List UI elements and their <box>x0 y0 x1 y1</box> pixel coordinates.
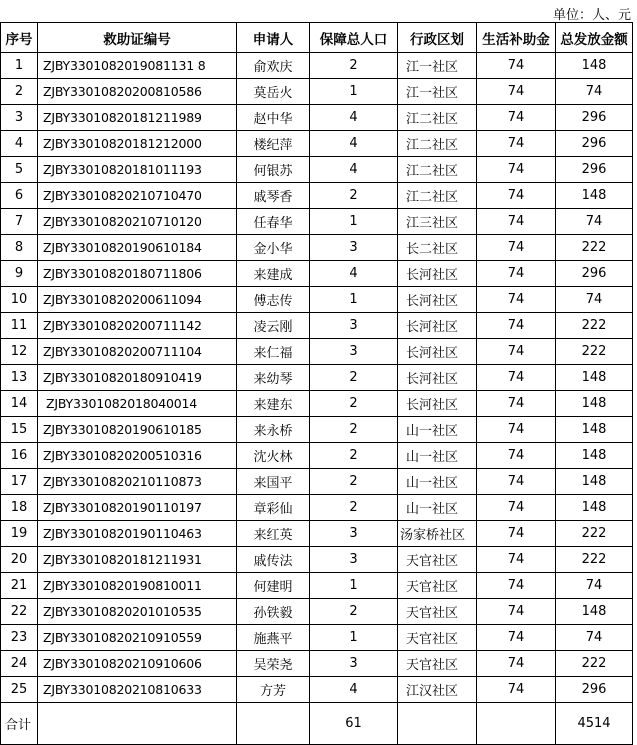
header-applicant: 申请人 <box>237 23 310 53</box>
cert-number: ZJBY33010820200810586 <box>38 79 237 105</box>
population: 3 <box>310 547 398 573</box>
district: 山一社区 <box>398 495 477 521</box>
applicant-name: 俞欢庆 <box>237 53 310 79</box>
total-amount: 74 <box>556 209 633 235</box>
population: 1 <box>310 625 398 651</box>
row-index: 9 <box>1 261 38 287</box>
subsidy: 74 <box>477 391 556 417</box>
subsidy: 74 <box>477 313 556 339</box>
total-amount: 222 <box>556 521 633 547</box>
cert-number: ZJBY33010820180910419 <box>38 365 237 391</box>
table-body <box>1 53 633 703</box>
applicant-name: 戚传法 <box>237 547 310 573</box>
total-amount: 74 <box>556 573 633 599</box>
applicant-name: 孙铁毅 <box>237 599 310 625</box>
total-amount: 148 <box>556 183 633 209</box>
table-row <box>1 417 633 443</box>
subsidy: 74 <box>477 547 556 573</box>
applicant-name: 方芳 <box>237 677 310 703</box>
table-row <box>1 131 633 157</box>
table-row <box>1 79 633 105</box>
applicant-name: 施燕平 <box>237 625 310 651</box>
subsidy: 74 <box>477 417 556 443</box>
district: 江一社区 <box>398 79 477 105</box>
row-index: 21 <box>1 573 38 599</box>
population: 2 <box>310 365 398 391</box>
applicant-name: 任春华 <box>237 209 310 235</box>
district: 长河社区 <box>398 339 477 365</box>
subsidy: 74 <box>477 53 556 79</box>
population: 2 <box>310 183 398 209</box>
cert-number: ZJBY33010820190810011 <box>38 573 237 599</box>
table-row <box>1 339 633 365</box>
district: 山一社区 <box>398 443 477 469</box>
cert-number: ZJBY33010820190610185 <box>38 417 237 443</box>
district: 长二社区 <box>398 235 477 261</box>
cert-number: ZJBY33010820181211989 <box>38 105 237 131</box>
population: 2 <box>310 469 398 495</box>
table-row <box>1 625 633 651</box>
table-row <box>1 105 633 131</box>
district: 长河社区 <box>398 365 477 391</box>
total-empty-cell <box>237 703 310 745</box>
district: 江二社区 <box>398 157 477 183</box>
total-amount: 148 <box>556 599 633 625</box>
applicant-name: 来国平 <box>237 469 310 495</box>
row-index: 3 <box>1 105 38 131</box>
table-row <box>1 313 633 339</box>
total-amount: 296 <box>556 157 633 183</box>
row-index: 6 <box>1 183 38 209</box>
applicant-name: 楼纪萍 <box>237 131 310 157</box>
district: 长河社区 <box>398 313 477 339</box>
district: 长河社区 <box>398 391 477 417</box>
population: 4 <box>310 261 398 287</box>
district: 天官社区 <box>398 547 477 573</box>
subsidy: 74 <box>477 469 556 495</box>
table-row <box>1 235 633 261</box>
table-row <box>1 651 633 677</box>
row-index: 4 <box>1 131 38 157</box>
table-row <box>1 677 633 703</box>
table-row <box>1 547 633 573</box>
row-index: 23 <box>1 625 38 651</box>
cert-number: ZJBY33010820210710120 <box>38 209 237 235</box>
population: 1 <box>310 209 398 235</box>
cert-number: ZJBY33010820210710470 <box>38 183 237 209</box>
population: 2 <box>310 53 398 79</box>
total-amount: 148 <box>556 53 633 79</box>
cert-number: ZJBY3301082019081131 8 <box>38 53 237 79</box>
population: 1 <box>310 573 398 599</box>
row-index: 11 <box>1 313 38 339</box>
applicant-name: 来红英 <box>237 521 310 547</box>
row-index: 18 <box>1 495 38 521</box>
table-row <box>1 599 633 625</box>
cert-number: ZJBY33010820181211931 <box>38 547 237 573</box>
total-amount: 148 <box>556 391 633 417</box>
applicant-name: 金小华 <box>237 235 310 261</box>
table-row <box>1 391 633 417</box>
population: 3 <box>310 339 398 365</box>
district: 江一社区 <box>398 53 477 79</box>
district: 天官社区 <box>398 651 477 677</box>
applicant-name: 来永桥 <box>237 417 310 443</box>
unit-label: 单位：人、元 <box>552 8 631 23</box>
cert-number: ZJBY33010820181011193 <box>38 157 237 183</box>
total-amount: 148 <box>556 365 633 391</box>
applicant-name: 凌云刚 <box>237 313 310 339</box>
cert-number: ZJBY33010820190110197 <box>38 495 237 521</box>
total-row <box>1 703 633 745</box>
subsidy: 74 <box>477 209 556 235</box>
cert-number: ZJBY3301082018040014 <box>38 391 237 417</box>
applicant-name: 沈火林 <box>237 443 310 469</box>
population: 2 <box>310 495 398 521</box>
total-amount: 148 <box>556 495 633 521</box>
relief-table <box>0 22 633 745</box>
row-index: 22 <box>1 599 38 625</box>
applicant-name: 来建东 <box>237 391 310 417</box>
cert-number: ZJBY33010820200711104 <box>38 339 237 365</box>
subsidy: 74 <box>477 651 556 677</box>
applicant-name: 莫岳火 <box>237 79 310 105</box>
cert-number: ZJBY33010820181212000 <box>38 131 237 157</box>
subsidy: 74 <box>477 495 556 521</box>
table-row <box>1 209 633 235</box>
row-index: 7 <box>1 209 38 235</box>
district: 长河社区 <box>398 261 477 287</box>
cert-number: ZJBY33010820180711806 <box>38 261 237 287</box>
district: 山一社区 <box>398 469 477 495</box>
subsidy: 74 <box>477 157 556 183</box>
subsidy: 74 <box>477 235 556 261</box>
cert-number: ZJBY33010820210910606 <box>38 651 237 677</box>
cert-number: ZJBY33010820210110873 <box>38 469 237 495</box>
population: 4 <box>310 677 398 703</box>
total-empty-cell <box>38 703 237 745</box>
population: 4 <box>310 105 398 131</box>
subsidy: 74 <box>477 183 556 209</box>
table-row <box>1 53 633 79</box>
table-row <box>1 157 633 183</box>
subsidy: 74 <box>477 105 556 131</box>
applicant-name: 赵中华 <box>237 105 310 131</box>
applicant-name: 章彩仙 <box>237 495 310 521</box>
cert-number: ZJBY33010820200711142 <box>38 313 237 339</box>
cert-number: ZJBY33010820201010535 <box>38 599 237 625</box>
total-amount: 74 <box>556 79 633 105</box>
district: 长河社区 <box>398 287 477 313</box>
table-row <box>1 495 633 521</box>
header-subsidy: 生活补助金 <box>477 23 556 53</box>
header-district: 行政区划 <box>398 23 477 53</box>
population: 3 <box>310 651 398 677</box>
subsidy: 74 <box>477 131 556 157</box>
subsidy: 74 <box>477 573 556 599</box>
applicant-name: 吴荣尧 <box>237 651 310 677</box>
row-index: 24 <box>1 651 38 677</box>
row-index: 17 <box>1 469 38 495</box>
header-index: 序号 <box>1 23 38 53</box>
cert-number: ZJBY33010820210810633 <box>38 677 237 703</box>
row-index: 25 <box>1 677 38 703</box>
row-index: 8 <box>1 235 38 261</box>
total-amount: 148 <box>556 417 633 443</box>
total-label: 合计 <box>1 703 38 745</box>
row-index: 19 <box>1 521 38 547</box>
header-cert-no: 救助证编号 <box>38 23 237 53</box>
total-amount: 222 <box>556 651 633 677</box>
applicant-name: 何银苏 <box>237 157 310 183</box>
total-amount: 222 <box>556 235 633 261</box>
subsidy: 74 <box>477 521 556 547</box>
row-index: 2 <box>1 79 38 105</box>
district: 江二社区 <box>398 105 477 131</box>
subsidy: 74 <box>477 287 556 313</box>
district: 江二社区 <box>398 183 477 209</box>
table-row <box>1 443 633 469</box>
applicant-name: 来建成 <box>237 261 310 287</box>
applicant-name: 来幼琴 <box>237 365 310 391</box>
total-amount: 148 <box>556 469 633 495</box>
table-row <box>1 521 633 547</box>
population: 3 <box>310 235 398 261</box>
population: 1 <box>310 79 398 105</box>
subsidy: 74 <box>477 443 556 469</box>
row-index: 20 <box>1 547 38 573</box>
total-amount: 296 <box>556 105 633 131</box>
total-empty-cell <box>398 703 477 745</box>
cert-number: ZJBY33010820190110463 <box>38 521 237 547</box>
total-amount: 296 <box>556 261 633 287</box>
total-amount: 222 <box>556 313 633 339</box>
cert-number: ZJBY33010820200611094 <box>38 287 237 313</box>
table-row <box>1 287 633 313</box>
total-amount: 4514 <box>556 703 633 745</box>
row-index: 5 <box>1 157 38 183</box>
population: 4 <box>310 131 398 157</box>
cert-number: ZJBY33010820210910559 <box>38 625 237 651</box>
population: 3 <box>310 313 398 339</box>
table-row <box>1 573 633 599</box>
header-total-amount: 总发放金额 <box>556 23 633 53</box>
row-index: 13 <box>1 365 38 391</box>
subsidy: 74 <box>477 677 556 703</box>
total-amount: 296 <box>556 677 633 703</box>
total-amount: 222 <box>556 547 633 573</box>
header-row <box>1 23 633 53</box>
applicant-name: 戚琴香 <box>237 183 310 209</box>
population: 2 <box>310 443 398 469</box>
row-index: 14 <box>1 391 38 417</box>
cert-number: ZJBY33010820200510316 <box>38 443 237 469</box>
subsidy: 74 <box>477 79 556 105</box>
subsidy: 74 <box>477 599 556 625</box>
population: 2 <box>310 417 398 443</box>
applicant-name: 傅志传 <box>237 287 310 313</box>
population: 2 <box>310 391 398 417</box>
table-row <box>1 365 633 391</box>
district: 山一社区 <box>398 417 477 443</box>
population: 4 <box>310 157 398 183</box>
subsidy: 74 <box>477 261 556 287</box>
subsidy: 74 <box>477 625 556 651</box>
row-index: 15 <box>1 417 38 443</box>
header-population: 保障总人口 <box>310 23 398 53</box>
row-index: 12 <box>1 339 38 365</box>
district: 江汉社区 <box>398 677 477 703</box>
cert-number: ZJBY33010820190610184 <box>38 235 237 261</box>
subsidy: 74 <box>477 365 556 391</box>
total-amount: 222 <box>556 339 633 365</box>
population: 3 <box>310 521 398 547</box>
total-amount: 74 <box>556 625 633 651</box>
total-population: 61 <box>310 703 398 745</box>
population: 1 <box>310 287 398 313</box>
subsidy: 74 <box>477 339 556 365</box>
district: 江二社区 <box>398 131 477 157</box>
row-index: 10 <box>1 287 38 313</box>
district: 天官社区 <box>398 599 477 625</box>
district: 汤家桥社区 <box>398 521 477 547</box>
total-amount: 296 <box>556 131 633 157</box>
row-index: 16 <box>1 443 38 469</box>
district: 天官社区 <box>398 625 477 651</box>
total-empty-cell <box>477 703 556 745</box>
total-amount: 74 <box>556 287 633 313</box>
table-row <box>1 469 633 495</box>
row-index: 1 <box>1 53 38 79</box>
total-amount: 148 <box>556 443 633 469</box>
applicant-name: 何建明 <box>237 573 310 599</box>
district: 天官社区 <box>398 573 477 599</box>
population: 2 <box>310 599 398 625</box>
district: 江三社区 <box>398 209 477 235</box>
table-row <box>1 183 633 209</box>
table-row <box>1 261 633 287</box>
applicant-name: 来仁福 <box>237 339 310 365</box>
